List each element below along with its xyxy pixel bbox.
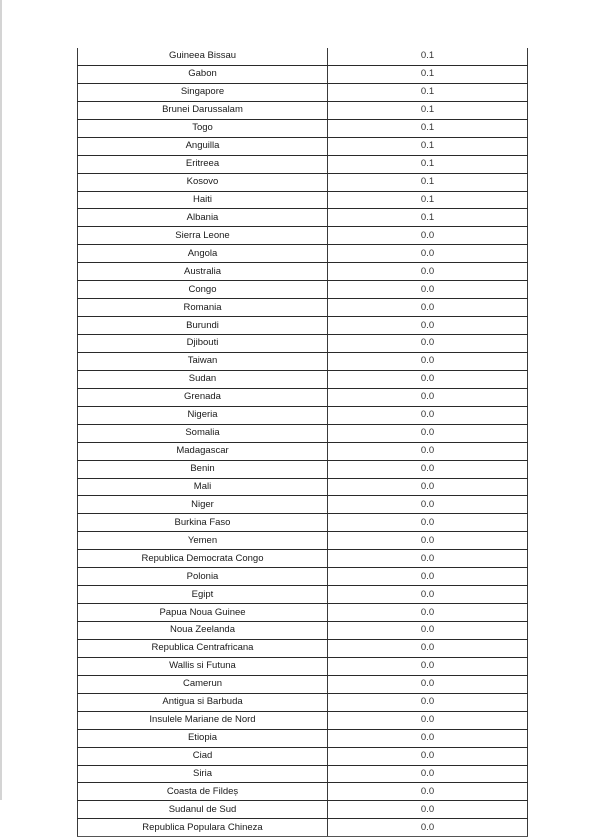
table-row xyxy=(78,801,528,819)
table-row xyxy=(78,101,528,119)
value-cell: 0.0 xyxy=(328,532,528,550)
country-name-cell: Kosovo xyxy=(78,173,328,191)
country-name-cell: Insulele Mariane de Nord xyxy=(78,711,328,729)
value-cell: 0.0 xyxy=(328,442,528,460)
country-name-cell: Etiopia xyxy=(78,729,328,747)
table-row xyxy=(78,675,528,693)
table-row xyxy=(78,765,528,783)
table-row xyxy=(78,496,528,514)
table-row xyxy=(78,586,528,604)
country-value-table xyxy=(77,48,528,837)
country-name-cell: Togo xyxy=(78,119,328,137)
table-row xyxy=(78,460,528,478)
country-name-cell: Djibouti xyxy=(78,335,328,353)
value-cell: 0.0 xyxy=(328,514,528,532)
table-row xyxy=(78,550,528,568)
table-row xyxy=(78,299,528,317)
table-row xyxy=(78,532,528,550)
value-cell: 0.0 xyxy=(328,424,528,442)
table-row xyxy=(78,155,528,173)
country-name-cell: Republica Populara Chineza xyxy=(78,819,328,837)
table-row xyxy=(78,478,528,496)
country-name-cell: Ciad xyxy=(78,747,328,765)
country-name-cell: Grenada xyxy=(78,388,328,406)
table-row xyxy=(78,370,528,388)
value-cell: 0.0 xyxy=(328,406,528,424)
value-cell: 0.0 xyxy=(328,335,528,353)
value-cell: 0.0 xyxy=(328,729,528,747)
value-cell: 0.0 xyxy=(328,460,528,478)
value-cell: 0.0 xyxy=(328,281,528,299)
table-row xyxy=(78,245,528,263)
country-name-cell: Coasta de Fildeș xyxy=(78,783,328,801)
table-row xyxy=(78,83,528,101)
country-name-cell: Sudan xyxy=(78,370,328,388)
value-cell: 0.0 xyxy=(328,693,528,711)
table-row xyxy=(78,568,528,586)
table-row xyxy=(78,209,528,227)
table-row xyxy=(78,227,528,245)
country-name-cell: Brunei Darussalam xyxy=(78,101,328,119)
value-cell: 0.0 xyxy=(328,747,528,765)
country-name-cell: Yemen xyxy=(78,532,328,550)
table-row xyxy=(78,622,528,640)
value-cell: 0.1 xyxy=(328,101,528,119)
country-name-cell: Republica Democrata Congo xyxy=(78,550,328,568)
value-cell: 0.1 xyxy=(328,119,528,137)
country-name-cell: Haiti xyxy=(78,191,328,209)
country-value-table-container xyxy=(77,48,528,837)
value-cell: 0.0 xyxy=(328,622,528,640)
country-name-cell: Romania xyxy=(78,299,328,317)
table-row xyxy=(78,747,528,765)
table-body xyxy=(78,48,528,837)
table-row xyxy=(78,424,528,442)
value-cell: 0.0 xyxy=(328,657,528,675)
country-name-cell: Camerun xyxy=(78,675,328,693)
country-name-cell: Benin xyxy=(78,460,328,478)
value-cell: 0.1 xyxy=(328,137,528,155)
country-name-cell: Guineea Bissau xyxy=(78,48,328,65)
value-cell: 0.0 xyxy=(328,496,528,514)
country-name-cell: Sierra Leone xyxy=(78,227,328,245)
value-cell: 0.0 xyxy=(328,801,528,819)
value-cell: 0.1 xyxy=(328,191,528,209)
table-row xyxy=(78,335,528,353)
country-name-cell: Wallis si Futuna xyxy=(78,657,328,675)
table-row xyxy=(78,729,528,747)
country-name-cell: Antigua si Barbuda xyxy=(78,693,328,711)
country-name-cell: Niger xyxy=(78,496,328,514)
table-row xyxy=(78,173,528,191)
country-name-cell: Albania xyxy=(78,209,328,227)
page-edge-border xyxy=(0,0,2,800)
value-cell: 0.1 xyxy=(328,65,528,83)
value-cell: 0.0 xyxy=(328,245,528,263)
value-cell: 0.0 xyxy=(328,370,528,388)
table-row xyxy=(78,693,528,711)
country-name-cell: Polonia xyxy=(78,568,328,586)
country-name-cell: Eritreea xyxy=(78,155,328,173)
value-cell: 0.0 xyxy=(328,568,528,586)
country-name-cell: Noua Zeelanda xyxy=(78,622,328,640)
country-name-cell: Gabon xyxy=(78,65,328,83)
value-cell: 0.0 xyxy=(328,478,528,496)
table-row xyxy=(78,604,528,622)
value-cell: 0.1 xyxy=(328,48,528,65)
value-cell: 0.0 xyxy=(328,819,528,837)
country-name-cell: Anguilla xyxy=(78,137,328,155)
value-cell: 0.0 xyxy=(328,586,528,604)
country-name-cell: Singapore xyxy=(78,83,328,101)
value-cell: 0.0 xyxy=(328,299,528,317)
value-cell: 0.0 xyxy=(328,227,528,245)
table-row xyxy=(78,514,528,532)
value-cell: 0.0 xyxy=(328,317,528,335)
country-name-cell: Burkina Faso xyxy=(78,514,328,532)
country-name-cell: Papua Noua Guinee xyxy=(78,604,328,622)
country-name-cell: Mali xyxy=(78,478,328,496)
country-name-cell: Madagascar xyxy=(78,442,328,460)
table-row xyxy=(78,48,528,65)
value-cell: 0.0 xyxy=(328,639,528,657)
country-name-cell: Burundi xyxy=(78,317,328,335)
country-name-cell: Australia xyxy=(78,263,328,281)
table-row xyxy=(78,711,528,729)
table-row xyxy=(78,657,528,675)
table-row xyxy=(78,819,528,837)
country-name-cell: Sudanul de Sud xyxy=(78,801,328,819)
value-cell: 0.1 xyxy=(328,209,528,227)
value-cell: 0.1 xyxy=(328,155,528,173)
table-row xyxy=(78,281,528,299)
value-cell: 0.0 xyxy=(328,550,528,568)
table-row xyxy=(78,639,528,657)
country-name-cell: Angola xyxy=(78,245,328,263)
country-name-cell: Congo xyxy=(78,281,328,299)
value-cell: 0.0 xyxy=(328,711,528,729)
table-row xyxy=(78,388,528,406)
table-row xyxy=(78,442,528,460)
table-row xyxy=(78,406,528,424)
table-row xyxy=(78,352,528,370)
value-cell: 0.1 xyxy=(328,173,528,191)
value-cell: 0.0 xyxy=(328,604,528,622)
table-row xyxy=(78,119,528,137)
country-name-cell: Republica Centrafricana xyxy=(78,639,328,657)
value-cell: 0.1 xyxy=(328,83,528,101)
table-row xyxy=(78,317,528,335)
table-row xyxy=(78,65,528,83)
country-name-cell: Nigeria xyxy=(78,406,328,424)
value-cell: 0.0 xyxy=(328,263,528,281)
table-row xyxy=(78,783,528,801)
table-row xyxy=(78,263,528,281)
value-cell: 0.0 xyxy=(328,783,528,801)
table-row xyxy=(78,137,528,155)
table-row xyxy=(78,191,528,209)
value-cell: 0.0 xyxy=(328,765,528,783)
value-cell: 0.0 xyxy=(328,675,528,693)
value-cell: 0.0 xyxy=(328,388,528,406)
country-name-cell: Taiwan xyxy=(78,352,328,370)
value-cell: 0.0 xyxy=(328,352,528,370)
country-name-cell: Siria xyxy=(78,765,328,783)
country-name-cell: Somalia xyxy=(78,424,328,442)
country-name-cell: Egipt xyxy=(78,586,328,604)
